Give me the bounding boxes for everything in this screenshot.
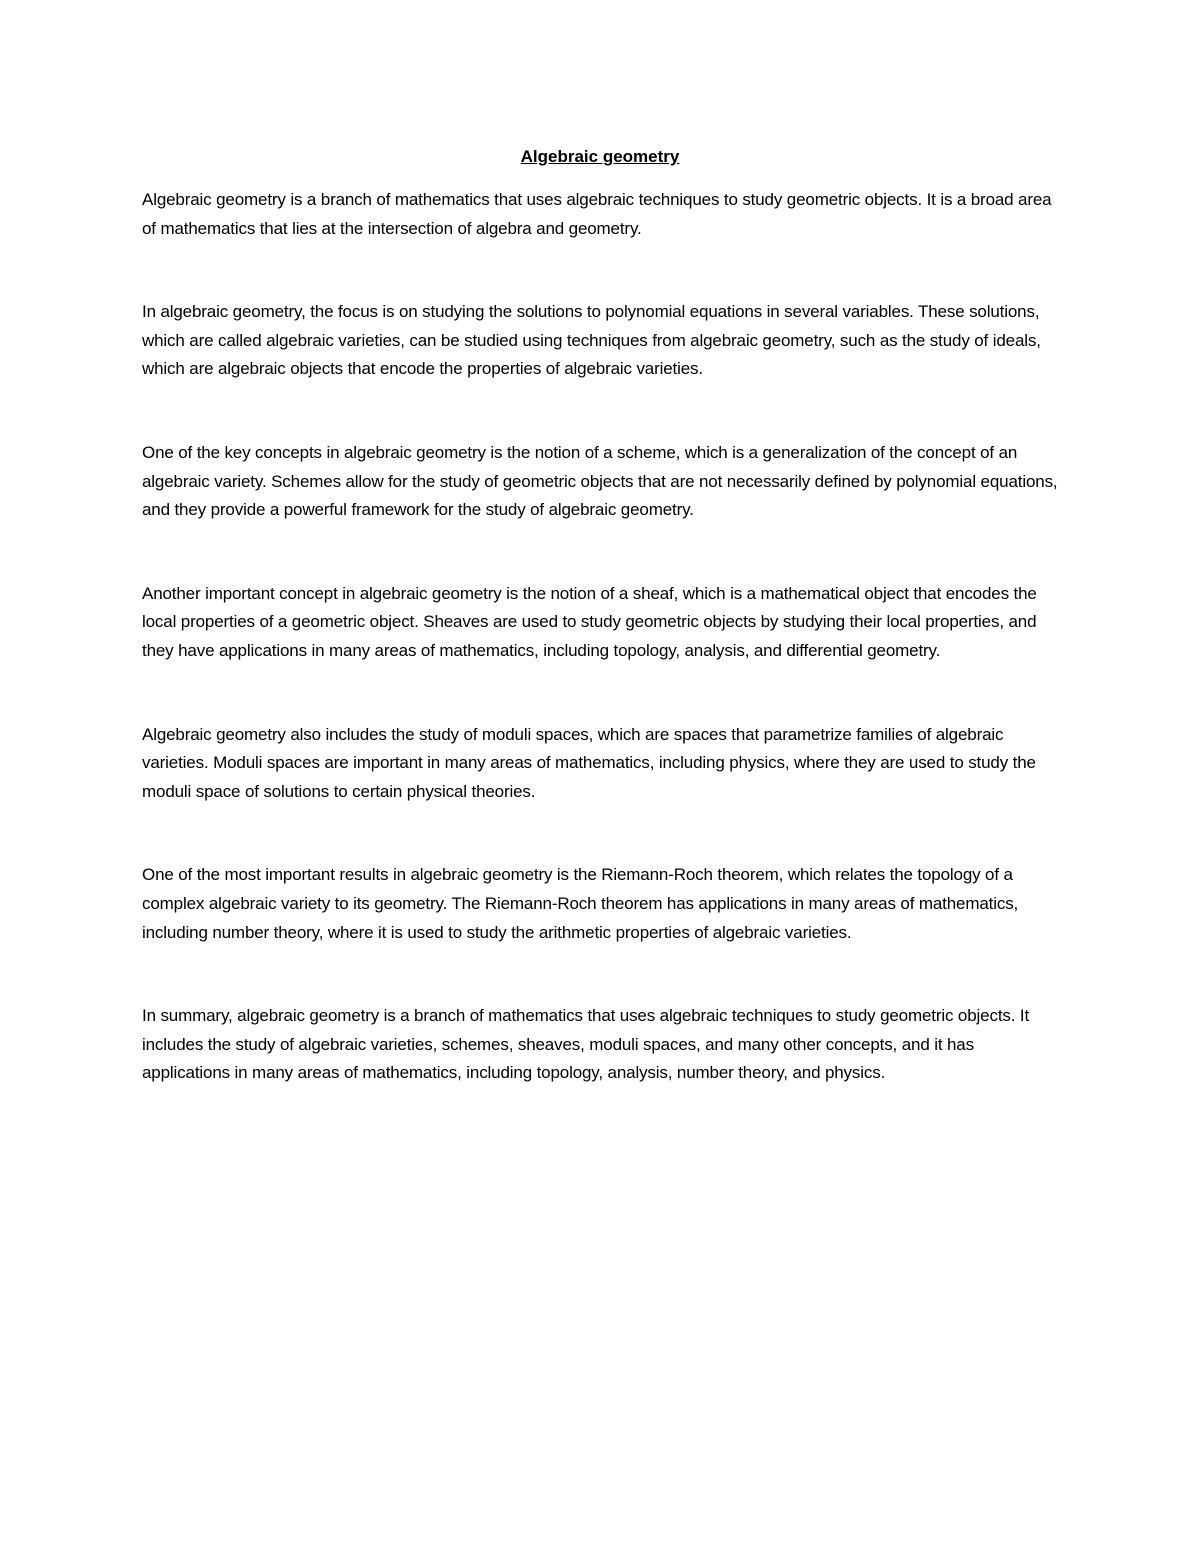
document-title: Algebraic geometry	[520, 147, 680, 166]
paragraph-summary: In summary, algebraic geometry is a branch of mathematics that uses algebraic techniques to study geometric objects. It includes the study of algebraic varieties, schemes, sheaves, moduli spaces, and many other concepts, and it has applications in many areas of mathematics, including topology, analysis, number theory, and physics.	[142, 1006, 1030, 1083]
paragraph-polynomial-equations: In algebraic geometry, the focus is on studying the solutions to polynomial equations in several variables. These solutions, which are called algebraic varieties, can be studied using techniques from algebraic geometry, such as the study of ideals, which are algebraic objects that encode the properties of algebraic varieties.	[142, 302, 1041, 379]
paragraph-riemann-roch: One of the most important results in algebraic geometry is the Riemann-Roch theorem, which relates the topology of a complex algebraic variety to its geometry. The Riemann-Roch theorem has applications in many areas of mathematics, including number theory, where it is used to study the arithmetic properties of algebraic varieties.	[142, 865, 1019, 942]
paragraph-intro: Algebraic geometry is a branch of mathematics that uses algebraic techniques to study geometric objects. It is a broad area of mathematics that lies at the intersection of algebra and geometry.	[142, 190, 1052, 238]
paragraph-moduli-spaces: Algebraic geometry also includes the study of moduli spaces, which are spaces that parametrize families of algebraic varieties. Moduli spaces are important in many areas of mathematics, including physics, where they are used to study the moduli space of solutions to certain physical theories.	[142, 724, 1036, 801]
paragraph-schemes: One of the key concepts in algebraic geometry is the notion of a scheme, which is a generalization of the concept of an algebraic variety. Schemes allow for the study of geometric objects that are not necessarily defined by polynomial equations, and they provide a powerful framework for the study of algebraic geometry.	[142, 442, 1058, 520]
paragraph-sheaves: Another important concept in algebraic geometry is the notion of a sheaf, which is a mathematical object that encodes the local properties of a geometric object. Sheaves are used to study geometric objects by studying their local properties, and they have applications in many areas of mathematics, including topology, analysis, and differential geometry.	[142, 583, 1037, 660]
document-body	[142, 186, 1062, 1143]
